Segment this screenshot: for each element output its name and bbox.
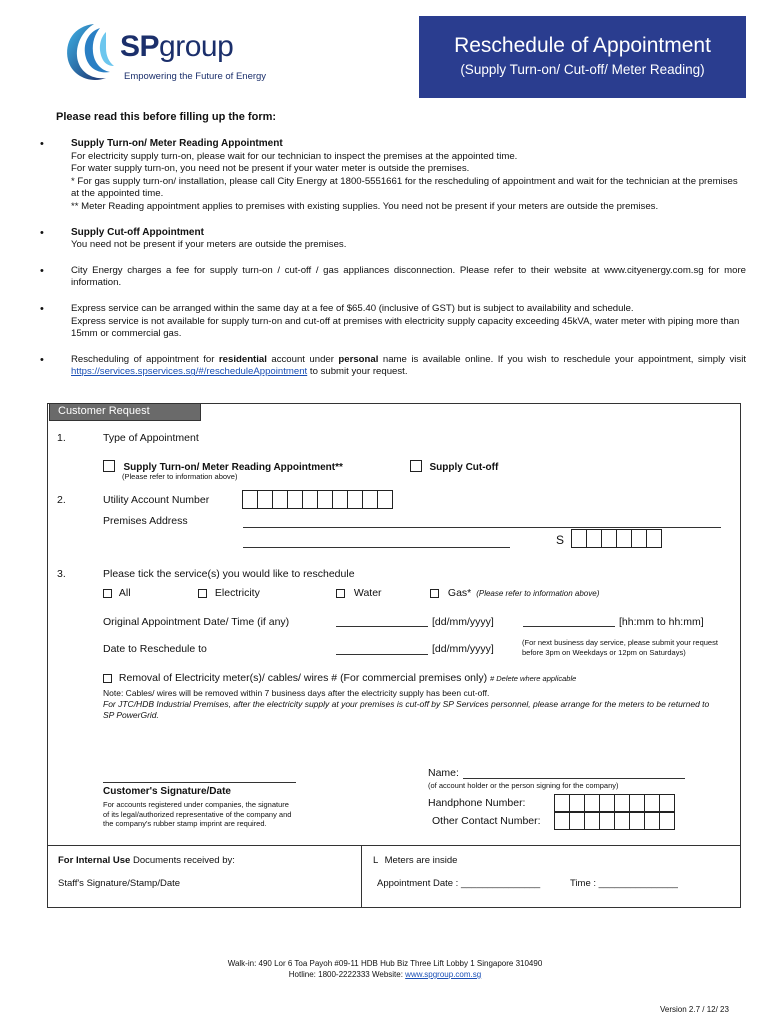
- brand-tagline: Empowering the Future of Energy: [124, 71, 267, 82]
- reschedule-date-format: [dd/mm/yyyy]: [432, 643, 494, 655]
- time-field[interactable]: Time : _______________: [570, 878, 678, 889]
- cutoff-label: Supply Cut-off: [429, 462, 499, 473]
- q2-number: 2.: [57, 494, 66, 506]
- removal-note-2: For JTC/HDB Industrial Premises, after the electricity supply at your premises is cut-off by SP Services personnel, please arrange for the meters to be returned to SP PowerGrid.: [103, 699, 710, 720]
- bullet-fees: [40, 265, 746, 290]
- bullet-text: • Express service can be arranged within the same day at a fee of $65.40 (inclusive of GST) but is subject to availability and schedule.: [71, 302, 634, 314]
- service-gas[interactable]: [430, 587, 599, 599]
- q2-label: Utility Account Number: [103, 494, 210, 506]
- bullet-emphasis: personal: [338, 353, 379, 365]
- original-time-format: [hh:mm to hh:mm]: [619, 616, 704, 628]
- account-number-boxes[interactable]: [243, 490, 393, 509]
- section-title: Customer Request: [49, 403, 201, 421]
- q1-label: Type of Appointment: [103, 432, 199, 444]
- name-note: (of account holder or the person signing for the company): [428, 781, 619, 790]
- internal-title-bold: For Internal Use: [58, 855, 131, 866]
- premises-line-2[interactable]: [243, 547, 510, 548]
- handphone-label: Handphone Number:: [428, 797, 526, 809]
- original-date-format: [dd/mm/yyyy]: [432, 616, 494, 628]
- bullet-online: [40, 354, 746, 379]
- service-water[interactable]: [336, 587, 382, 599]
- bullet-text: You need not be present if your meters are outside the premises.: [71, 239, 347, 251]
- removal-checkbox[interactable]: [103, 674, 112, 683]
- internal-title-rest: Documents received by:: [132, 855, 235, 866]
- postal-code-boxes[interactable]: [572, 529, 662, 548]
- website-link[interactable]: www.spgroup.com.sg: [405, 970, 482, 979]
- brand-name: SPgroup: [120, 30, 234, 63]
- meters-inside-option[interactable]: [373, 855, 457, 866]
- cutoff-checkbox[interactable]: [410, 460, 422, 472]
- turnon-note: (Please refer to information above): [122, 472, 238, 481]
- all-label: All: [118, 587, 131, 599]
- intro-heading: Please read this before filling up the form:: [56, 111, 277, 123]
- removal-option[interactable]: [103, 672, 576, 684]
- appointment-date-field[interactable]: Appointment Date : _______________: [377, 878, 541, 889]
- meters-inside-box[interactable]: L: [373, 855, 378, 866]
- reschedule-date-line[interactable]: [336, 654, 428, 655]
- signature-note-line: For accounts registered under companies, the signature: [103, 800, 289, 809]
- original-time-line[interactable]: [523, 626, 615, 627]
- internal-title: [58, 855, 235, 866]
- staff-signature-label: Staff's Signature/Stamp/Date: [58, 878, 181, 889]
- bullet-text: • City Energy charges a fee for supply turn-on / cut-off / gas appliances disconnection. Please refer to their website at www.cityenergy.com.sg for more information.: [71, 264, 746, 289]
- reschedule-link[interactable]: https://services.spservices.sg/#/rescheduleAppointment: [71, 366, 308, 378]
- name-label: Name:: [428, 767, 459, 779]
- signature-note-line: the company's rubber stamp imprint are required.: [103, 819, 267, 829]
- turnon-checkbox[interactable]: [103, 460, 115, 472]
- version-label: Version 2.7 / 12/ 23: [660, 1005, 729, 1014]
- cutoff-option[interactable]: [410, 457, 498, 475]
- water-checkbox[interactable]: [336, 589, 345, 598]
- premises-line-1[interactable]: [243, 527, 721, 528]
- footer-hotline: Hotline: 1800-2222333 Website:: [288, 970, 403, 979]
- bullet-text: name is available online. If you wish to reschedule your appointment, simply visit: [382, 353, 747, 365]
- reschedule-note: (For next business day service, please submit your request before 3pm on Weekdays or 12pm on Saturdays): [522, 638, 718, 657]
- signature-note: [103, 800, 291, 829]
- premises-label: Premises Address: [103, 515, 188, 527]
- water-label: Water: [353, 587, 382, 599]
- q3-number: 3.: [57, 568, 66, 580]
- other-contact-boxes[interactable]: [555, 811, 675, 830]
- sp-swirl-icon: [60, 20, 122, 86]
- postal-prefix: S: [556, 533, 565, 547]
- internal-column-divider: [361, 845, 362, 908]
- bullet-text: ** Meter Reading appointment applies to premises with existing supplies. You need not be present if your meters are outside the premises.: [71, 200, 659, 212]
- bullet-text: to submit your request.: [309, 366, 408, 378]
- service-all[interactable]: [103, 587, 131, 599]
- bullet-text: account under: [271, 353, 334, 365]
- bullet-express: [40, 303, 746, 341]
- page-subtitle: (Supply Turn-on/ Cut-off/ Meter Reading): [460, 62, 705, 77]
- gas-checkbox[interactable]: [430, 589, 439, 598]
- bullet-cutoff: [40, 227, 746, 252]
- bullet-cutoff-head: • Supply Cut-off Appointment: [71, 226, 204, 238]
- bullet-text: For electricity supply turn-on, please wait for our technician to inspect the premises at the appointed time.: [71, 150, 518, 162]
- footer-contact: [0, 969, 770, 980]
- bullet-text: Rescheduling of appointment for: [71, 353, 215, 365]
- title-banner: [419, 16, 746, 98]
- bullet-text: * For gas supply turn-on/ installation, please call City Energy at 1800-5551661 for the rescheduling of appointment and wait for the technician at the premises at the appointed time.: [71, 175, 738, 200]
- q1-number: 1.: [57, 432, 66, 444]
- gas-label: Gas*: [447, 587, 472, 599]
- turnon-label: Supply Turn-on/ Meter Reading Appointment**: [123, 462, 343, 473]
- bullet-text: Express service is not available for supply turn-on and cut-off at premises with electricity supply capacity exceeding 45kVA, water meter with piping more than 15mm or commercial gas.: [71, 315, 740, 340]
- meters-inside-label: Meters are inside: [384, 855, 458, 866]
- signature-note-line: of its legal/authorized representative of the company and: [103, 809, 292, 819]
- signature-line[interactable]: [103, 782, 296, 783]
- all-checkbox[interactable]: [103, 589, 112, 598]
- original-date-line[interactable]: [336, 626, 428, 627]
- internal-divider: [47, 845, 741, 846]
- bullet-turnon-head: • Supply Turn-on/ Meter Reading Appointment: [71, 138, 283, 149]
- bullet-turnon: [40, 138, 746, 214]
- electricity-label: Electricity: [214, 587, 260, 599]
- page-title: Reschedule of Appointment: [454, 34, 711, 57]
- other-contact-label: Other Contact Number:: [432, 815, 541, 827]
- q3-label: Please tick the service(s) you would like to reschedule: [103, 568, 355, 580]
- reschedule-date-label: Date to Reschedule to: [103, 643, 207, 655]
- instruction-list: [40, 138, 746, 392]
- removal-note-1: Note: Cables/ wires will be removed within 7 business days after the electricity supply has been cut-off.: [103, 688, 490, 698]
- removal-label: Removal of Electricity meter(s)/ cables/ wires # (For commercial premises only): [118, 672, 488, 684]
- original-date-label: Original Appointment Date/ Time (if any): [103, 616, 290, 628]
- footer-address: Walk-in: 490 Lor 6 Toa Payoh #09-11 HDB Hub Biz Three Lift Lobby 1 Singapore 310490: [227, 959, 543, 968]
- bullet-text: For water supply turn-on, you need not be present if your water meter is outside the premises.: [71, 163, 470, 175]
- electricity-checkbox[interactable]: [198, 589, 207, 598]
- bullet-emphasis: residential: [218, 353, 267, 365]
- gas-note: (Please refer to information above): [476, 589, 600, 598]
- name-line[interactable]: [463, 778, 685, 779]
- removal-note: # Delete where applicable: [490, 674, 577, 683]
- service-electricity[interactable]: [198, 587, 260, 599]
- signature-label: Customer's Signature/Date: [103, 786, 231, 797]
